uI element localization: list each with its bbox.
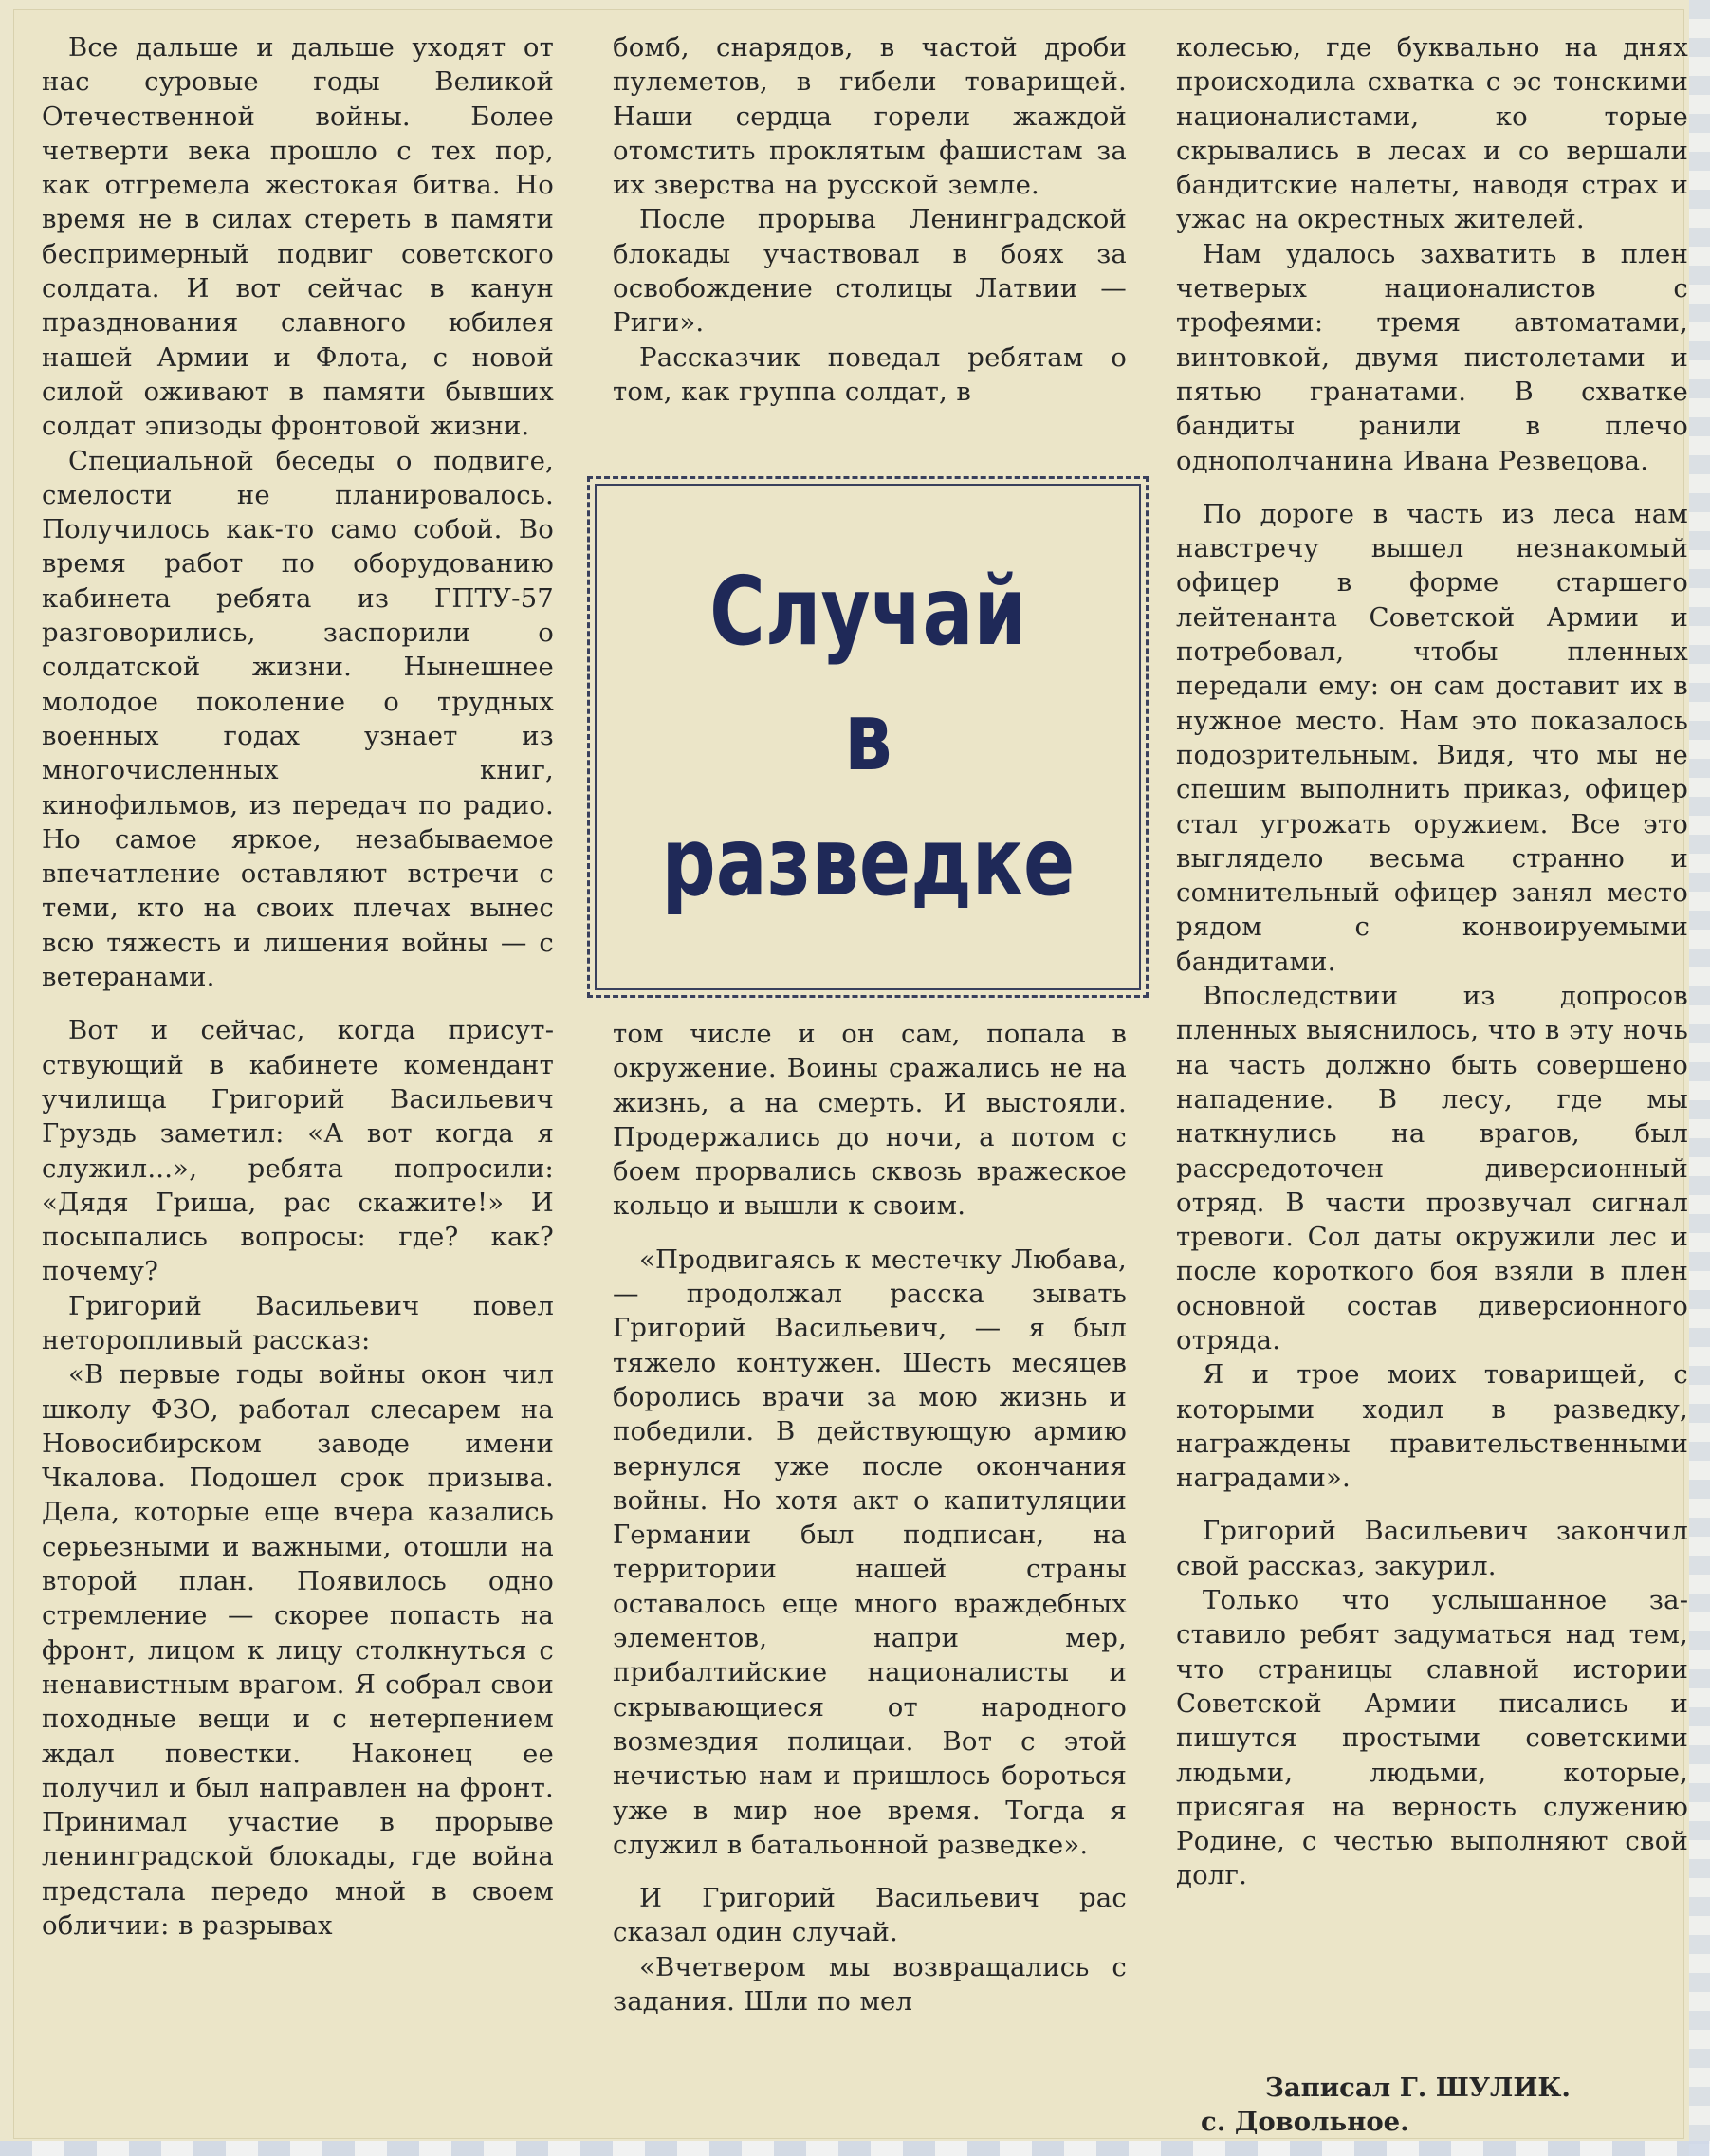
paragraph: бомб, снарядов, в частой дроби пулеметов, в гибели товарищей. Наши сердца горели жаждой отомстить проклятым фашистам за их зверства на русской земле.: [613, 32, 1127, 201]
paragraph: После прорыва Ленинградской блокады участвовал в боях за освобождение столицы Латвии — Риги».: [613, 204, 1127, 339]
paragraph: Рассказчик поведал ребятам о том, как группа солдат, в: [613, 341, 1127, 407]
signature-author: Записал Г. ШУЛИК.: [1265, 2073, 1571, 2103]
paragraph: колесью, где буквально на днях происходила схватка с эс тонскими националистами, ко торые скрывались в лесах и со вершали бандитские налеты, наводя страх и ужас на окрестных жителей.: [1176, 32, 1688, 235]
paragraph: По дороге в часть из леса нам навстречу вышел незнакомый офицер в форме старшего лейтенанта Советской Армии и потребовал, чтобы пленных передали ему: он сам доставит их в нужное место. Нам это показалось подозрительным. Видя, что мы не спешим выполнить приказ, офицер стал угрожать оружием. Все это выглядело весьма странно и сомнительный офицер занял место рядом с конвоируемыми бандитами.: [1176, 498, 1688, 977]
paragraph: «Продвигаясь к местечку Любава, — продолжал расска зывать Григорий Васильевич, — я был тяжело контужен. Шесть месяцев боролись врачи за мою жизнь и победили. В действующую армию вернулся уже после окончания войны. Но хотя акт о капитуляции Германии был подписан, на территории нашей страны оставалось еще много враждебных элементов, напри мер, прибалтийские националисты и скрывающиеся от народного возмездия полицаи. Вот с этой нечистью нам и пришлось бороться уже в мир ное время. Тогда я служил в батальонной разведке».: [613, 1244, 1127, 1860]
paragraph: «Вчетвером мы возвращались с задания. Шли по мел: [613, 1951, 1127, 2018]
paragraph: Специальной беседы о подвиге, смелости не планировалось. Получилось как-то само собой. Во время работ по оборудованию кабинета ребята из ГПТУ-57 разговорились, заспорили о солдатской жизни. Нынешнее молодое поколение о трудных военных годах узнает из многочисленных книг, кинофильмов, из передач по радио. Но самое яркое, незабываемое впечатление оставляют встречи с теми, кто на своих плечах вынес всю тяжесть и лишения войны — с ветеранами.: [42, 445, 554, 993]
paragraph: Впоследствии из допросов пленных выяснилось, что в эту ночь на часть должно быть совершено нападение. В лесу, где мы наткнулись на врагов, был рассредоточен диверсионный отряд. В части прозвучал сигнал тревоги. Сол даты окружили лес и после короткого боя взяли в плен основной состав диверсионного отряда.: [1176, 981, 1688, 1355]
headline-line: в: [843, 681, 892, 792]
headline-line: разведке: [661, 806, 1075, 917]
paper-edge-bottom: [0, 2141, 1710, 2156]
article-headline: [661, 549, 1075, 925]
article-column-2-top: [613, 30, 1127, 409]
headline-line: Случай: [708, 556, 1027, 667]
newspaper-clipping: [13, 9, 1688, 2139]
paragraph: Нам удалось захватить в плен четверых националистов с трофеями: тремя автоматами, винтовкой, двумя пистолетами и пятью гранатами. В схватке бандиты ранили в плечо однополчанина Ивана Резвецова.: [1176, 238, 1688, 476]
paragraph: Я и трое моих товарищей, с которыми ходил в разведку, награждены правительственными наградами».: [1176, 1359, 1688, 1494]
paragraph: Все дальше и дальше уходят от нас суровые годы Великой Отечественной войны. Более четверти века прошло с тех пор, как отгремела жестокая битва. Но время не в силах стереть в памяти беспримерный подвиг советского солдата. И вот сейчас в канун празднования славного юбилея нашей Армии и Флота, с новой силой оживают в памяти бывших солдат эпизоды фронтовой жизни.: [42, 32, 554, 442]
paper-edge-right: [1689, 0, 1710, 2156]
article-column-2-bottom: [613, 1017, 1127, 2018]
paragraph: И Григорий Васильевич рас сказал один случай.: [613, 1883, 1127, 1948]
article-column-1: [42, 30, 554, 1943]
paragraph: Вот и сейчас, когда присутствующий в кабинете комендант училища Григорий Васильевич Груздь заметил: «А вот когда я служил...», ребята попросили: «Дядя Гриша, рас скажите!» И посыпались вопросы: где? как? почему?: [42, 1015, 554, 1287]
headline-box: [587, 476, 1149, 998]
article-column-3: [1176, 30, 1688, 1893]
paragraph: Григорий Васильевич закончил свой рассказ, закурил.: [1176, 1516, 1688, 1581]
paragraph: Григорий Васильевич повел неторопливый рассказ:: [42, 1290, 554, 1355]
paragraph: Только что услышанное заставило ребят задуматься над тем, что страницы славной истории Советской Армии писались и пишутся простыми советскими людьми, людьми, которые, присягая на верность служению Родине, с честью выполняют свой долг.: [1176, 1585, 1688, 1891]
paragraph: том числе и он сам, попала в окружение. Воины сражались не на жизнь, а на смерть. И выстояли. Продержались до ночи, а потом с боем прорвались сквозь вражеское кольцо и вышли к своим.: [613, 1019, 1127, 1222]
signature: [1201, 2071, 1682, 2139]
paragraph: «В первые годы войны окон чил школу ФЗО, работал слесарем на Новосибирском заводе имени Чкалова. Подошел срок призыва. Дела, которые еще вчера казались серьезными и важными, отошли на второй план. Появилось одно стремление — скорее попасть на фронт, лицом к лицу столкнуться с ненавистным врагом. Я собрал свои походные вещи и с нетерпением ждал повестки. Наконец ее получил и был направлен на фронт. Принимал участие в прорыве ленинградской блокады, где война предстала передо мной в своем обличии: в разрывах: [42, 1359, 554, 1942]
signature-place: с. Довольное.: [1201, 2107, 1409, 2137]
